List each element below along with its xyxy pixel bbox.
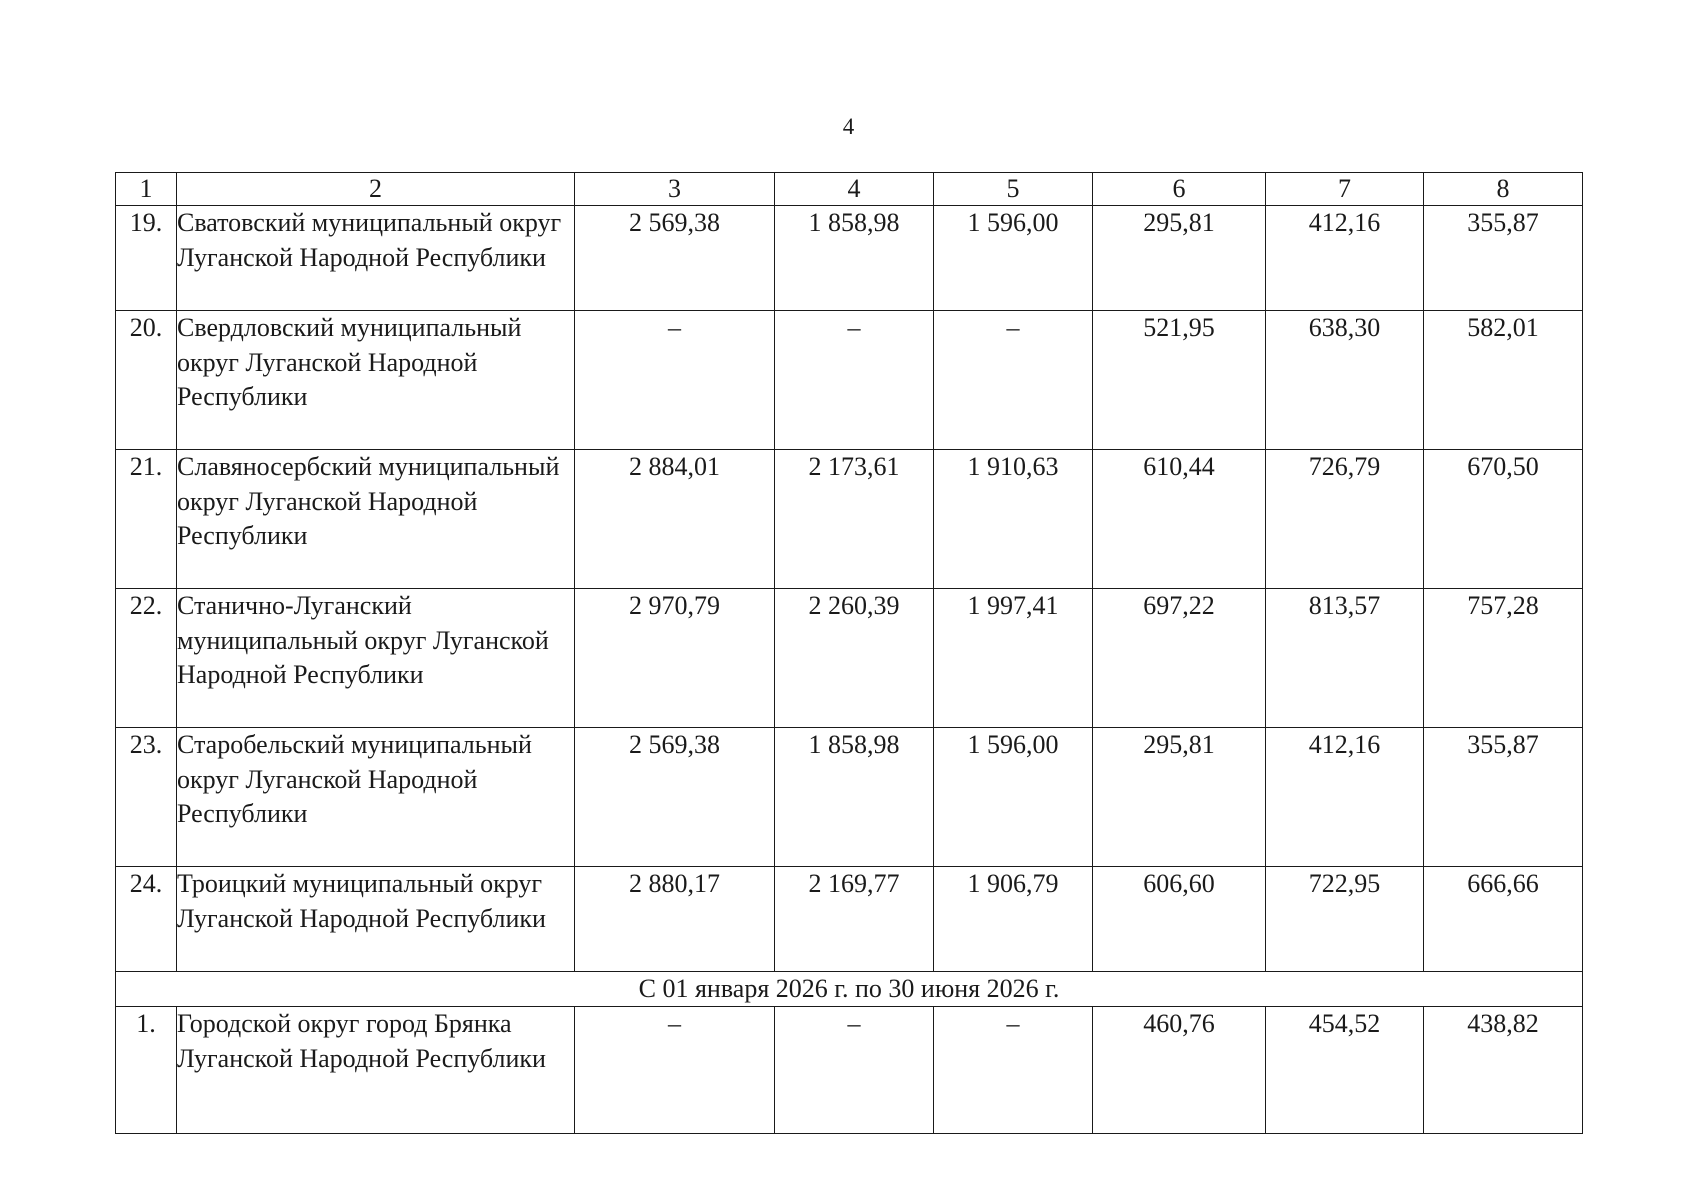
value-col-3: – — [575, 311, 775, 450]
column-number-7: 7 — [1266, 173, 1424, 206]
column-number-1: 1 — [116, 173, 177, 206]
municipality-name: Троицкий муниципальный округ Луганской Народной Республики — [177, 867, 575, 972]
tariff-table — [115, 172, 1583, 1134]
value-col-3: 2 884,01 — [575, 450, 775, 589]
value-col-8: 582,01 — [1424, 311, 1583, 450]
value-col-5: 1 910,63 — [934, 450, 1093, 589]
column-number-5: 5 — [934, 173, 1093, 206]
value-col-8: 670,50 — [1424, 450, 1583, 589]
value-col-3: 2 569,38 — [575, 728, 775, 867]
value-col-4: 1 858,98 — [775, 206, 934, 311]
column-number-6: 6 — [1093, 173, 1266, 206]
row-number: 22. — [116, 589, 177, 728]
value-col-4: 2 260,39 — [775, 589, 934, 728]
value-col-6: 295,81 — [1093, 206, 1266, 311]
value-col-8: 757,28 — [1424, 589, 1583, 728]
value-col-6: 606,60 — [1093, 867, 1266, 972]
value-col-8: 438,82 — [1424, 1007, 1583, 1134]
row-number: 23. — [116, 728, 177, 867]
value-col-5: 1 596,00 — [934, 206, 1093, 311]
value-col-7: 454,52 — [1266, 1007, 1424, 1134]
value-col-8: 355,87 — [1424, 206, 1583, 311]
section-row — [116, 972, 1583, 1007]
value-col-4: 1 858,98 — [775, 728, 934, 867]
municipality-name: Сватовский муниципальный округ Луганской Народной Республики — [177, 206, 575, 311]
row-number: 21. — [116, 450, 177, 589]
value-col-3: 2 569,38 — [575, 206, 775, 311]
column-number-2: 2 — [177, 173, 575, 206]
value-col-7: 726,79 — [1266, 450, 1424, 589]
table-row — [116, 450, 1583, 589]
row-number: 24. — [116, 867, 177, 972]
table-row — [116, 206, 1583, 311]
column-number-4: 4 — [775, 173, 934, 206]
value-col-8: 666,66 — [1424, 867, 1583, 972]
row-number: 20. — [116, 311, 177, 450]
value-col-5: 1 596,00 — [934, 728, 1093, 867]
table-row — [116, 311, 1583, 450]
table-row — [116, 589, 1583, 728]
value-col-3: – — [575, 1007, 775, 1134]
table-row — [116, 867, 1583, 972]
value-col-5: – — [934, 311, 1093, 450]
value-col-3: 2 970,79 — [575, 589, 775, 728]
page-number: 4 — [842, 114, 855, 139]
value-col-8: 355,87 — [1424, 728, 1583, 867]
row-number: 19. — [116, 206, 177, 311]
table-row — [116, 1007, 1583, 1134]
value-col-4: 2 169,77 — [775, 867, 934, 972]
municipality-name: Старобельский муниципальный округ Луганской Народной Республики — [177, 728, 575, 867]
column-number-3: 3 — [575, 173, 775, 206]
value-col-4: – — [775, 311, 934, 450]
value-col-5: 1 997,41 — [934, 589, 1093, 728]
table-header-row — [116, 173, 1583, 206]
value-col-7: 412,16 — [1266, 206, 1424, 311]
table-row — [116, 728, 1583, 867]
value-col-3: 2 880,17 — [575, 867, 775, 972]
municipality-name: Станично-Луганский муниципальный округ Луганской Народной Республики — [177, 589, 575, 728]
municipality-name: Городской округ город Брянка Луганской Народной Республики — [177, 1007, 575, 1134]
value-col-7: 722,95 — [1266, 867, 1424, 972]
value-col-7: 813,57 — [1266, 589, 1424, 728]
value-col-6: 610,44 — [1093, 450, 1266, 589]
value-col-6: 295,81 — [1093, 728, 1266, 867]
value-col-6: 460,76 — [1093, 1007, 1266, 1134]
municipality-name: Свердловский муниципальный округ Луганской Народной Республики — [177, 311, 575, 450]
section-title: С 01 января 2026 г. по 30 июня 2026 г. — [116, 972, 1583, 1007]
value-col-7: 638,30 — [1266, 311, 1424, 450]
value-col-6: 521,95 — [1093, 311, 1266, 450]
value-col-4: – — [775, 1007, 934, 1134]
value-col-7: 412,16 — [1266, 728, 1424, 867]
row-number: 1. — [116, 1007, 177, 1134]
column-number-8: 8 — [1424, 173, 1583, 206]
value-col-6: 697,22 — [1093, 589, 1266, 728]
municipality-name: Славяносербский муниципальный округ Луганской Народной Республики — [177, 450, 575, 589]
value-col-5: 1 906,79 — [934, 867, 1093, 972]
value-col-4: 2 173,61 — [775, 450, 934, 589]
value-col-5: – — [934, 1007, 1093, 1134]
